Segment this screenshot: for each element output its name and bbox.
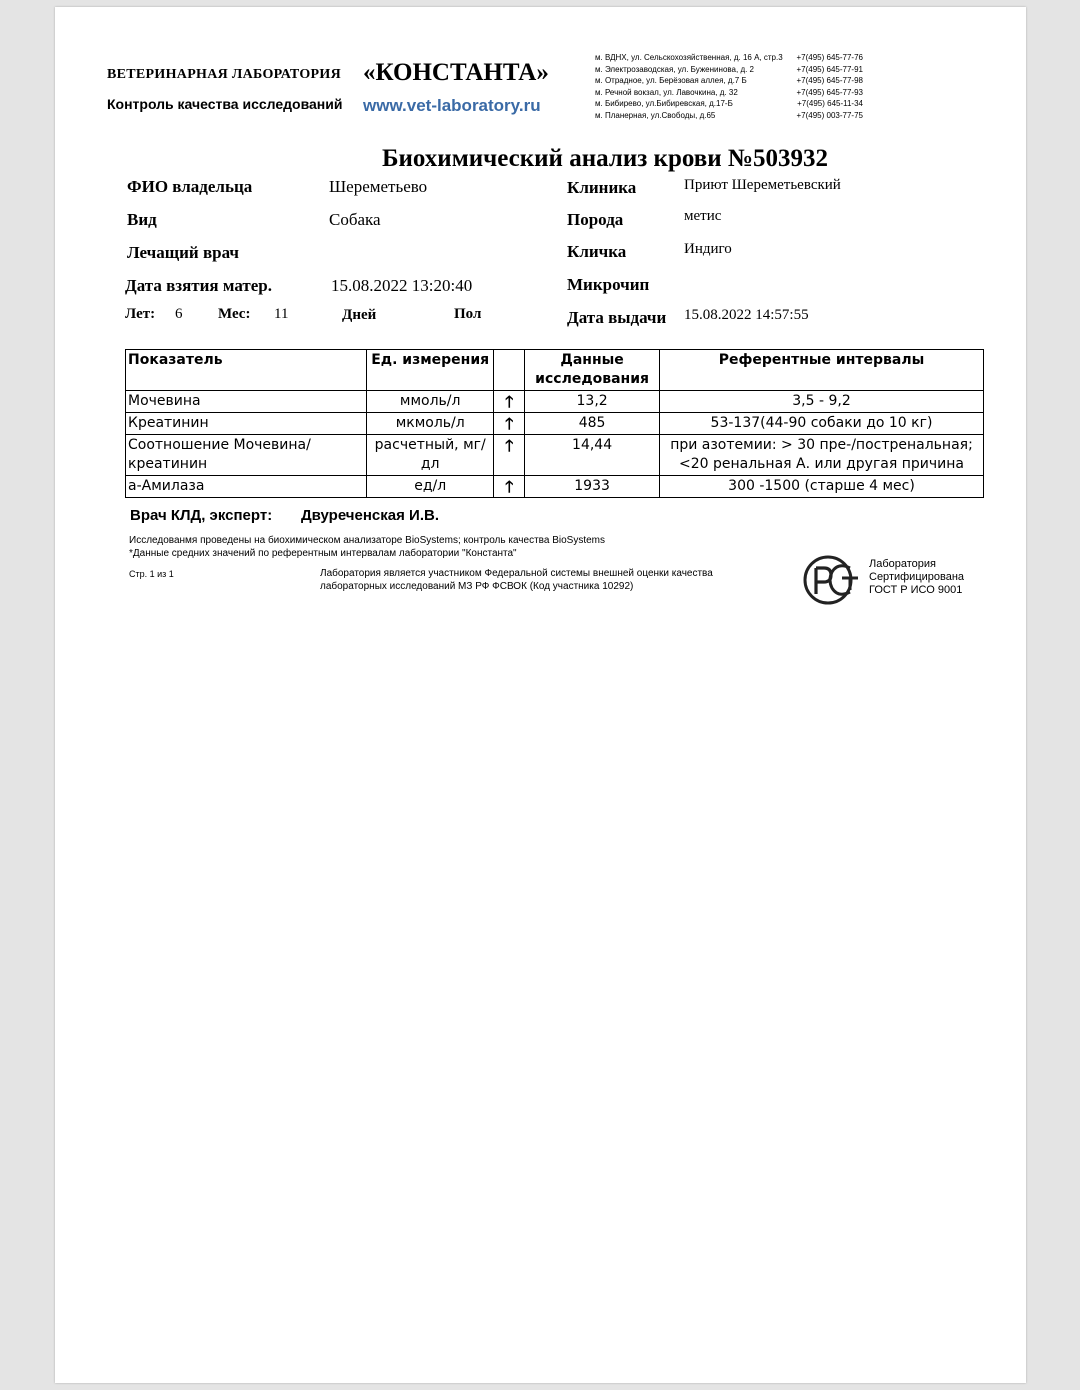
address-row	[595, 75, 863, 87]
cell-unit: расчетный, мг/дл	[366, 435, 493, 476]
column-header-flag	[494, 350, 525, 391]
cell-unit: ммоль/л	[366, 391, 493, 413]
phone: +7(495) 003-77-75	[796, 110, 863, 120]
lab-tagline: Контроль качества исследований	[107, 96, 343, 112]
address: м. Планерная, ул.Свободы, д.65	[595, 110, 716, 120]
nickname-value: Индиго	[684, 241, 732, 257]
expert-label: Врач КЛД, эксперт:	[130, 507, 273, 524]
lab-website: www.vet-laboratory.ru	[363, 96, 541, 115]
issue-date-value: 15.08.2022 14:57:55	[684, 307, 809, 323]
cell-indicator: Мочевина	[126, 391, 367, 413]
address-list	[595, 52, 863, 121]
column-header-unit: Ед. измерения	[366, 350, 493, 391]
sample-date-value: 15.08.2022 13:20:40	[331, 276, 473, 295]
phone: +7(495) 645-11-34	[797, 99, 863, 108]
phone: +7(495) 645-77-91	[796, 64, 863, 74]
address: м. Электрозаводская, ул. Буженинова, д. 2	[595, 64, 755, 74]
sex-label: Пол	[454, 306, 482, 322]
page-number: Стр. 1 из 1	[129, 569, 174, 579]
fsvok-line-2: лабораторных исследований МЗ РФ ФСВОК (Код участника 10292)	[320, 581, 634, 592]
address-row	[595, 87, 863, 99]
address-row	[595, 110, 863, 122]
arrow-up-icon: 🡑	[494, 391, 525, 413]
column-header-indicator: Показатель	[126, 350, 367, 391]
years-label: Лет:	[125, 306, 156, 322]
phone: +7(495) 645-77-76	[796, 53, 863, 62]
table-header-row	[126, 350, 984, 391]
reference-note: *Данные средних значений по референтным интервалам лаборатории "Константа"	[129, 548, 517, 559]
address-row	[595, 52, 863, 64]
cell-indicator: Креатинин	[126, 413, 367, 435]
cell-reference: 53-137(44-90 собаки до 10 кг)	[660, 413, 984, 435]
cell-result: 14,44	[525, 435, 660, 476]
rst-certification-icon	[802, 554, 860, 606]
cell-reference: 3,5 - 9,2	[660, 391, 984, 413]
address: м. Речной вокзал, ул. Лавочкина, д. 32	[595, 87, 738, 97]
address-row	[595, 64, 863, 76]
results-table	[125, 349, 984, 498]
column-header-reference: Референтные интервалы	[660, 350, 984, 391]
cert-line: ГОСТ Р ИСО 9001	[869, 584, 963, 596]
breed-label: Порода	[567, 210, 624, 229]
sample-date-label: Дата взятия матер.	[125, 276, 272, 295]
table-row	[126, 476, 984, 498]
cell-result: 13,2	[525, 391, 660, 413]
clinic-label: Клиника	[567, 178, 637, 197]
doctor-label: Лечащий врач	[127, 243, 239, 262]
cell-result: 1933	[525, 476, 660, 498]
cell-indicator: Соотношение Мочевина/креатинин	[126, 435, 367, 476]
column-header-result: Данные исследования	[525, 350, 660, 391]
clinic-value: Приют Шереметьевский	[684, 177, 841, 193]
table-row	[126, 435, 984, 476]
table-row	[126, 413, 984, 435]
fsvok-line-1: Лаборатория является участником Федеральной системы внешней оценки качества	[320, 568, 713, 579]
address: м. Бибирево, ул.Бибиревская, д.17-Б	[595, 99, 733, 108]
issue-date-label: Дата выдачи	[567, 308, 667, 327]
phone: +7(495) 645-77-93	[796, 87, 863, 97]
cell-reference: при азотемии: > 30 пре-/постренальная; <20 ренальная А. или другая причина	[660, 435, 984, 476]
table-row	[126, 391, 984, 413]
cert-line: Сертифицирована	[869, 571, 965, 583]
cell-unit: мкмоль/л	[366, 413, 493, 435]
species-label: Вид	[127, 210, 157, 229]
document-page	[55, 7, 1026, 1383]
address-row	[595, 98, 863, 110]
arrow-up-icon: 🡑	[494, 413, 525, 435]
owner-label: ФИО владельца	[127, 177, 253, 196]
owner-value: Шереметьево	[329, 177, 428, 196]
months-label: Мес:	[218, 306, 251, 322]
cert-line: Лаборатория	[869, 558, 936, 570]
arrow-up-icon: 🡑	[494, 435, 525, 476]
nickname-label: Кличка	[567, 242, 627, 261]
months-value: 11	[274, 306, 289, 322]
microchip-label: Микрочип	[567, 275, 650, 294]
cell-reference: 300 -1500 (старше 4 мес)	[660, 476, 984, 498]
lab-name: ВЕТЕРИНАРНАЯ ЛАБОРАТОРИЯ	[107, 67, 341, 82]
report-title: Биохимический анализ крови №503932	[381, 145, 829, 172]
address: м. ВДНХ, ул. Сельскохозяйственная, д. 16 А, стр.3	[595, 53, 783, 62]
cell-indicator: а-Амилаза	[126, 476, 367, 498]
years-value: 6	[175, 306, 183, 322]
certification-text	[869, 558, 964, 597]
days-label: Дней	[342, 307, 377, 323]
cell-unit: ед/л	[366, 476, 493, 498]
expert-name: Двуреченская И.В.	[301, 507, 439, 524]
cell-result: 485	[525, 413, 660, 435]
lab-brand: «КОНСТАНТА»	[363, 59, 549, 86]
breed-value: метис	[684, 208, 722, 224]
phone: +7(495) 645-77-98	[796, 76, 863, 85]
analyzer-note: Исследованмя проведены на биохимическом анализаторе BioSystems; контроль качества BioSystems	[129, 535, 605, 546]
species-value: Собака	[329, 210, 381, 229]
address: м. Отрадное, ул. Берёзовая аллея, д.7 Б	[595, 76, 747, 85]
arrow-up-icon: 🡑	[494, 476, 525, 498]
